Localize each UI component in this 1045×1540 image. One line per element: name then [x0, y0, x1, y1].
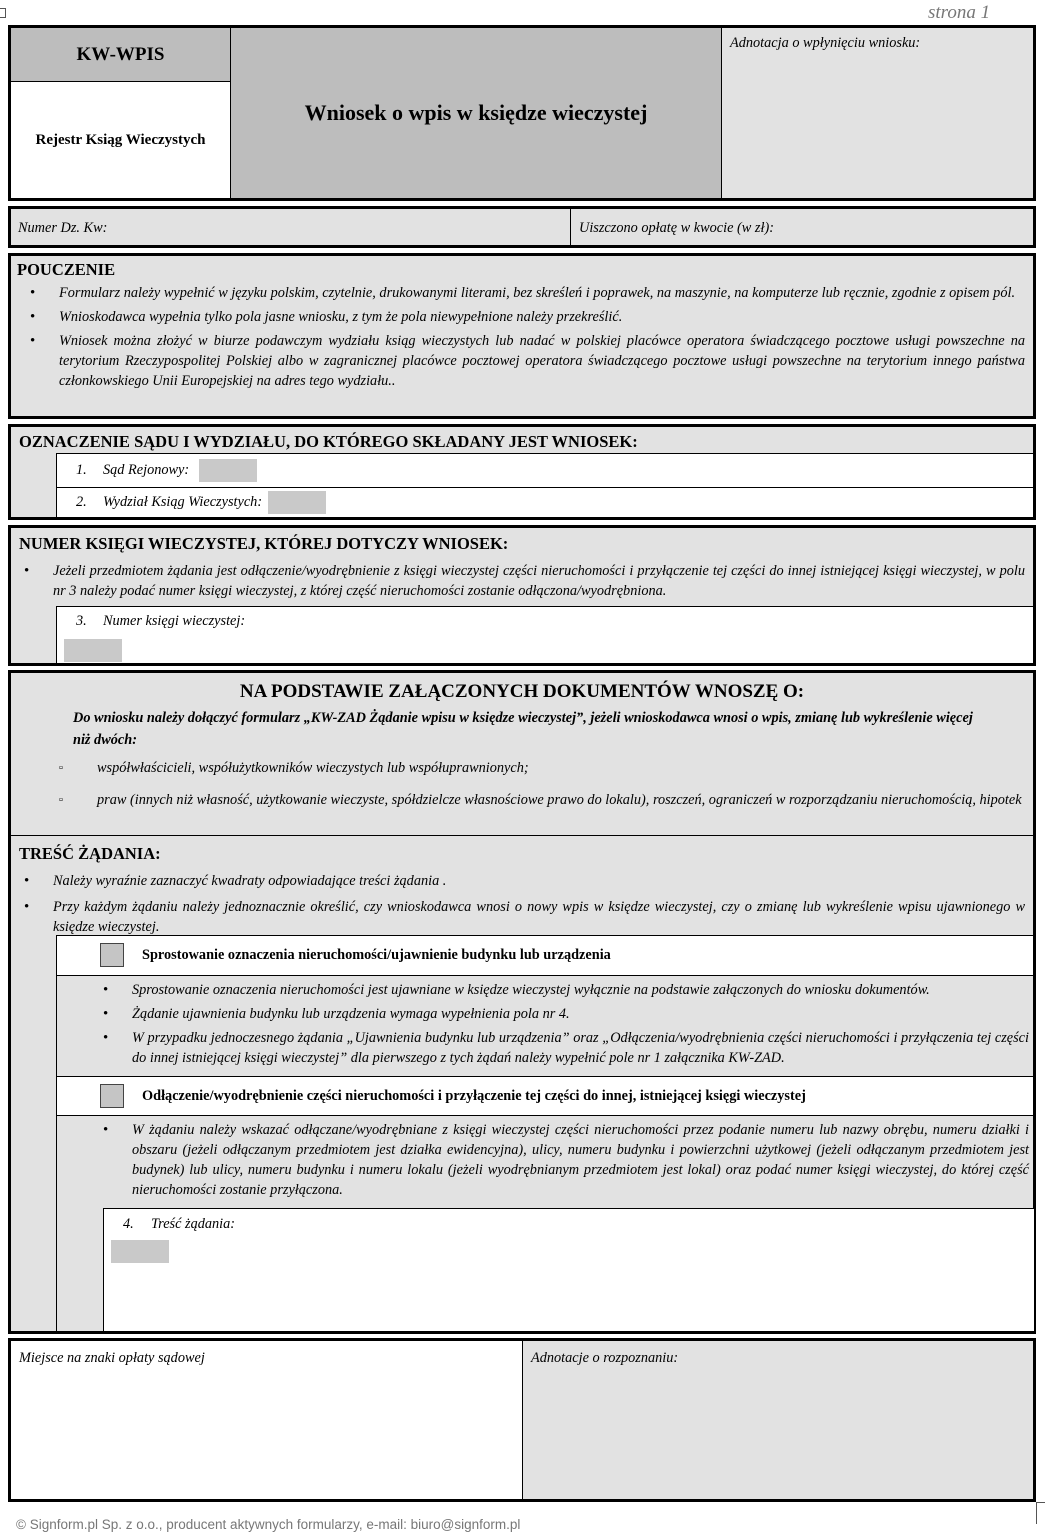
footer-copyright: © Signform.pl Sp. z o.o., producent aktywnych formularzy, e-mail: biuro@signform.pl: [16, 1517, 521, 1532]
option-correction-row[interactable]: [56, 935, 1033, 976]
content-notes: [5, 871, 1025, 941]
instructions-item: • Formularz należy wypełnić w języku polskim, czytelnie, drukowanymi literami, bez skreśleń i poprawek, na maszynie, na komputerze lub ręcznie, zgodnie z opisem pól.: [11, 283, 1025, 303]
option-correction-notes: [84, 980, 1029, 1072]
option-correction-notes-panel: [56, 976, 1033, 1076]
fee-row: [8, 206, 1036, 248]
option-separation-note: • W żądaniu należy wskazać odłączane/wyodrębniane z księgi wieczystej części nieruchomości przez podanie numeru lub nazwy obrębu, numeru działki i obszaru (jeżeli odłączanym przedmiotem jest działka ewidencyjna), ulicy, numeru budynku i powierzchni użytkowej (jeżeli odłączanym przedmiotem jest budynek) lub ulicy, numeru budynku i numeru lokalu (jeżeli wyodrębnianym przedmiotem jest lokal) oraz podać numer księgi wieczystej, do której część nieruchomości zostanie przyłączona.: [84, 1120, 1029, 1200]
request-sub-item: ▫ praw (innych niż własność, użytkowanie wieczyste, spółdzielcze własnościowe prawo do lokalu), roszczeń, ograniczeń w rozporządzaniu nieruchomością, hipotek: [49, 790, 1027, 810]
dz-kw-number-cell[interactable]: [11, 209, 571, 245]
field-number: 2.: [76, 494, 87, 510]
registry-cell: [11, 82, 231, 198]
request-sub-item: ▫ współwłaścicieli, współużytkowników wieczystych lub współuprawnionych;: [49, 758, 1027, 778]
corner-marker: [0, 8, 6, 18]
request-section: [8, 670, 1036, 1334]
registry-name: Rejestr Ksiąg Wieczystych: [35, 131, 206, 148]
title-cell: [231, 28, 722, 198]
option-separation-row[interactable]: [56, 1076, 1033, 1116]
option-correction-note: • Żądanie ujawnienia budynku lub urządzenia wymaga wypełnienia pola nr 4.: [84, 1004, 1029, 1024]
header-box: [8, 25, 1036, 201]
kw-number-title: NUMER KSIĘGI WIECZYSTEJ, KTÓREJ DOTYCZY WNIOSEK:: [19, 534, 509, 553]
content-note: • Przy każdym żądaniu należy jednoznacznie określić, czy wnioskodawca wnosi o nowy wpis w księdze wieczystej, czy o zmianę lub wykreślenie wpisu ujawnionego w księdze wieczystej.: [5, 897, 1025, 937]
instructions-list: [11, 283, 1025, 391]
fee-paid-cell[interactable]: [571, 209, 1033, 245]
option-separation-notes: [84, 1120, 1029, 1204]
court-field-2[interactable]: [56, 487, 1033, 517]
instructions-item: • Wniosek można złożyć w biurze podawczym wydziału ksiąg wieczystych lub nadać w polskiej placówce operatora świadczącego pocztowe usługi powszechne na terytorium Rzeczypospolitej Polskiej albo w zagranicznej placówce pocztowej operatora świadczącego pocztowe usługi powszechne na terytorium innego państwa członkowskiego Unii Europejskiej na adres tego wydziału..: [11, 331, 1025, 391]
kw-number-section: [8, 525, 1036, 666]
receipt-annotation-label: Adnotacja o wpłynięciu wniosku:: [730, 35, 921, 51]
dz-kw-number-label: Numer Dz. Kw:: [18, 220, 108, 236]
field-number: 4.: [123, 1216, 134, 1232]
option-correction-note: • Sprostowanie oznaczenia nieruchomości jest ujawniane w księdze wieczystej wyłącznie na podstawie załączonych do wniosku dokumentów.: [84, 980, 1029, 1000]
bottom-section: [8, 1338, 1036, 1502]
content-note: • Należy wyraźnie zaznaczyć kwadraty odpowiadające treści żądania .: [5, 871, 1025, 891]
request-sub-list: [49, 758, 1027, 814]
form-title: Wniosek o wpis w księdze wieczystej: [304, 100, 648, 125]
option-separation-notes-panel: [56, 1116, 1033, 1331]
request-content-input[interactable]: [111, 1240, 169, 1263]
page-number: strona 1: [928, 2, 991, 23]
court-field-1[interactable]: [56, 453, 1033, 487]
field-number: 1.: [76, 462, 87, 478]
kw-number-note-list: [5, 561, 1025, 605]
field-number: 3.: [76, 613, 87, 629]
option-correction-note: • W przypadku jednoczesnego żądania „Ujawnienia budynku lub urządzenia” oraz „Odłączenia/wyodrębnienia części nieruchomości i przyłączenia tej części do innej istniejącej księgi wieczystej” dla pierwszego z tych żądań należy wypełnić pole nr 1 załącznika KW-ZAD.: [84, 1028, 1029, 1068]
kw-number-field[interactable]: [56, 606, 1033, 663]
recognition-annotation-area[interactable]: [523, 1341, 1033, 1499]
court-fee-stamp-label: Miejsce na znaki opłaty sądowej: [19, 1350, 205, 1366]
kw-number-input[interactable]: [64, 639, 122, 662]
court-fee-stamp-area[interactable]: [11, 1341, 523, 1499]
instructions-item: • Wnioskodawca wypełnia tylko pola jasne wniosku, z tym że pola niewypełnione należy przekreślić.: [11, 307, 1025, 327]
request-divider: [11, 835, 1033, 836]
option-separation-checkbox[interactable]: [100, 1084, 124, 1108]
request-content-label: Treść żądania:: [151, 1216, 236, 1232]
kw-number-note: • Jeżeli przedmiotem żądania jest odłączenie/wyodrębnienie z księgi wieczystej części nieruchomości i przyłączenie tej części do innej istniejącej księgi wieczystej, w polu nr 3 należy podać numer księgi wieczystej, z której część nieruchomości zostanie odłączona/wyodrębniona.: [5, 561, 1025, 601]
request-content-field[interactable]: [103, 1208, 1034, 1331]
instructions-title: POUCZENIE: [17, 260, 116, 279]
receipt-annotation-cell[interactable]: [722, 28, 1033, 198]
fee-paid-label: Uiszczono opłatę w kwocie (w zł):: [579, 220, 774, 236]
form-code-cell: [11, 28, 231, 82]
court-field-2-label: Wydział Ksiąg Wieczystych:: [103, 494, 263, 510]
content-title: TREŚĆ ŻĄDANIA:: [19, 844, 161, 863]
recognition-annotation-label: Adnotacje o rozpoznaniu:: [531, 1350, 679, 1366]
option-separation-label: Odłączenie/wyodrębnienie części nieruchomości i przyłączenie tej części do innej, istniejącej księgi wieczystej: [142, 1088, 806, 1104]
court-section: [8, 424, 1036, 520]
form-code: KW-WPIS: [76, 43, 165, 65]
court-field-2-input[interactable]: [268, 491, 326, 514]
court-field-1-input[interactable]: [199, 459, 257, 482]
kw-number-field-label: Numer księgi wieczystej:: [103, 613, 246, 629]
court-title: OZNACZENIE SĄDU I WYDZIAŁU, DO KTÓREGO SKŁADANY JEST WNIOSEK:: [19, 432, 638, 451]
request-title: NA PODSTAWIE ZAŁĄCZONYCH DOKUMENTÓW WNOSZĘ O:: [239, 681, 805, 702]
instructions-section: [8, 253, 1036, 419]
request-intro: Do wniosku należy dołączyć formularz „KW-ZAD Żądanie wpisu w księdze wieczystej”, jeżeli wnioskodawca wnosi o wpis, zmianę lub wykreślenie więcej niż dwóch:: [73, 710, 973, 748]
page-corner-marker: [1036, 1502, 1045, 1524]
court-field-1-label: Sąd Rejonowy:: [103, 462, 190, 478]
option-correction-label: Sprostowanie oznaczenia nieruchomości/ujawnienie budynku lub urządzenia: [142, 947, 611, 963]
option-correction-checkbox[interactable]: [100, 943, 124, 967]
